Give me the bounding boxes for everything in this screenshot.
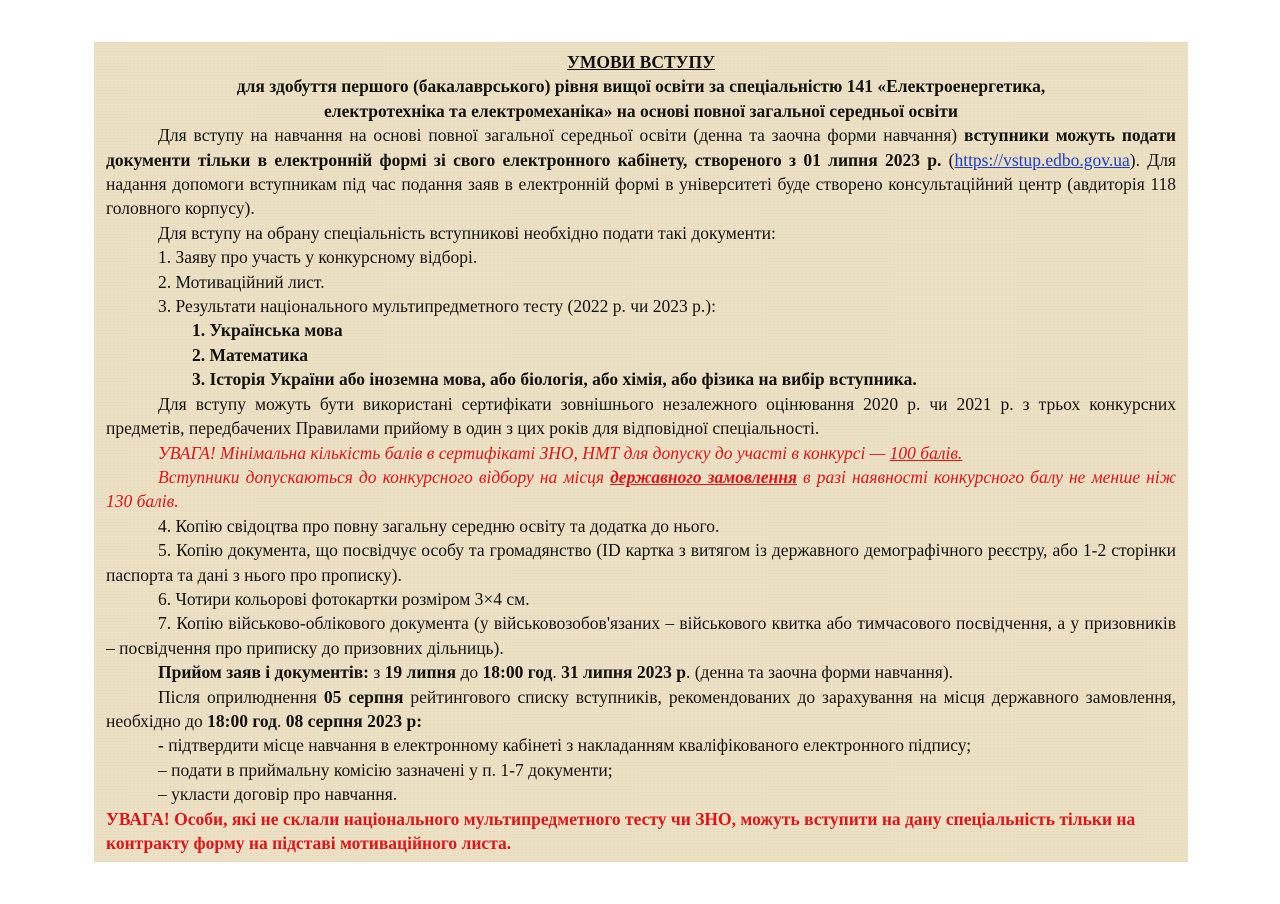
deadline-time: 18:00 год: [207, 710, 277, 731]
warning-state-order-text: Вступники допускаються до конкурсного відбору на місця: [158, 466, 611, 487]
admission-time: 18:00 год: [482, 662, 553, 683]
intro-text: Для вступу на навчання на основі повної загальної середньої освіти (денна та заочна форми навчання): [158, 125, 964, 146]
subtitle-line-1: для здобуття першого (бакалаврського) рівня вищої освіти за спеціальністю 141 «Електроенергетика,: [236, 76, 1046, 97]
subject-1: 1. Українська мова: [192, 320, 343, 341]
admission-end-date: 31 липня 2023 р: [561, 662, 686, 683]
final-warning: УВАГА! Особи, які не склали національного мультипредметного тесту чи ЗНО, можуть вступити на дану спеціальність тільки на контракту форму на підставі мотиваційного листа.: [106, 808, 1136, 853]
list-item-6: 6. Чотири кольорові фотокартки розміром 3×4 см.: [158, 588, 530, 609]
page-title: УМОВИ ВСТУПУ: [567, 52, 715, 72]
step-confirm-text: підтвердити місце навчання в електронному кабінеті з накладанням кваліфікованого електронного підпису;: [163, 735, 972, 756]
list-item-3: 3. Результати національного мультипредметного тесту (2022 р. чи 2023 р.):: [158, 296, 716, 317]
list-item-7: 7. Копію військово-облікового документа (у військовозобов'язаних – військового квитка або тимчасового посвідчення, а у призовників – посвідчення про приписку до призовних дільниць).: [106, 613, 1176, 658]
docs-intro: Для вступу на обрану спеціальність вступникові необхідно подати такі документи:: [158, 222, 776, 243]
warning-state-order-rest: в разі наявності конкурсного балу не менше ніж 130 балів.: [106, 466, 1176, 512]
admission-label: Прийом заяв і документів:: [158, 662, 369, 683]
step-dash: -: [158, 735, 164, 756]
warning-min-score-text: УВАГА! Мінімальна кількість балів в сертифікаті ЗНО, НМТ для допуску до участі в конкурсі —: [158, 442, 890, 463]
warning-min-score-value: 100 балів.: [889, 442, 963, 463]
after-sep: .: [276, 710, 286, 731]
admission-from: з: [369, 662, 385, 683]
admission-dates: [106, 660, 1176, 684]
intro-bold-text: вступники можуть подати документи тільки в електронній формі зі свого електронного кабінету, створеного з 01 липня 2023 р.: [106, 125, 1176, 170]
after-ranking-paragraph: [106, 685, 1176, 734]
step-submit: – подати в приймальну комісію зазначені у п. 1-7 документи;: [158, 759, 613, 780]
zno-note: Для вступу можуть бути використані сертифікати зовнішнього незалежного оцінювання 2020 р. чи 2021 р. з трьох конкурсних предметів, передбачених Правилами прийому в один з цих років для відповідної спеціальності.: [106, 393, 1176, 439]
after-text: Після оприлюднення: [158, 686, 324, 707]
after-text-2: рейтингового списку вступників, рекомендованих до зарахування на місця державного замовлення, необхідно до: [106, 686, 1177, 731]
ranking-date: 05 серпня: [323, 686, 404, 707]
document-page: [94, 42, 1188, 862]
subtitle: [106, 74, 1176, 123]
list-item-5: 5. Копію документа, що посвідчує особу та громадянство (ID картка з витягом із державного демографічного реєстру, або 1-2 сторінки паспорта та дані з нього про прописку).: [106, 540, 1176, 585]
intro-paren-open: (: [941, 149, 955, 170]
state-order-highlight: державного замовлення: [610, 466, 797, 487]
admission-forms: . (денна та заочна форми навчання).: [685, 662, 954, 683]
document-body: [106, 50, 1176, 855]
admission-sep: .: [552, 662, 562, 683]
warning-min-score: [106, 441, 1176, 465]
list-item-1: 1. Заяву про участь у конкурсному відборі.: [158, 247, 478, 268]
list-item-4: 4. Копію свідоцтва про повну загальну середню освіту та додатка до нього.: [158, 515, 720, 536]
subject-2: 2. Математика: [192, 344, 309, 365]
subject-3: 3. Історія України або іноземна мова, або біологія, або хімія, або фізика на вибір вступника.: [192, 369, 917, 390]
intro-rest: ). Для надання допомоги вступникам під час подання заяв в електронній формі в університеті буде створено консультаційний центр (авдиторія 118 головного корпусу).: [106, 149, 1176, 219]
admission-to: до: [456, 662, 483, 683]
list-item-2: 2. Мотиваційний лист.: [158, 271, 325, 292]
subtitle-line-2: електротехніка та електромеханіка» на основі повної загальної середньої освіти: [324, 100, 958, 121]
vstup-link[interactable]: https://vstup.edbo.gov.ua: [954, 149, 1130, 170]
step-contract: – укласти договір про навчання.: [158, 784, 398, 805]
step-confirm: [106, 733, 1176, 757]
warning-state-order: [106, 465, 1176, 514]
deadline-date: 08 серпня 2023 р:: [285, 710, 423, 731]
intro-paragraph: [106, 123, 1176, 221]
admission-start-date: 19 липня: [384, 662, 457, 683]
